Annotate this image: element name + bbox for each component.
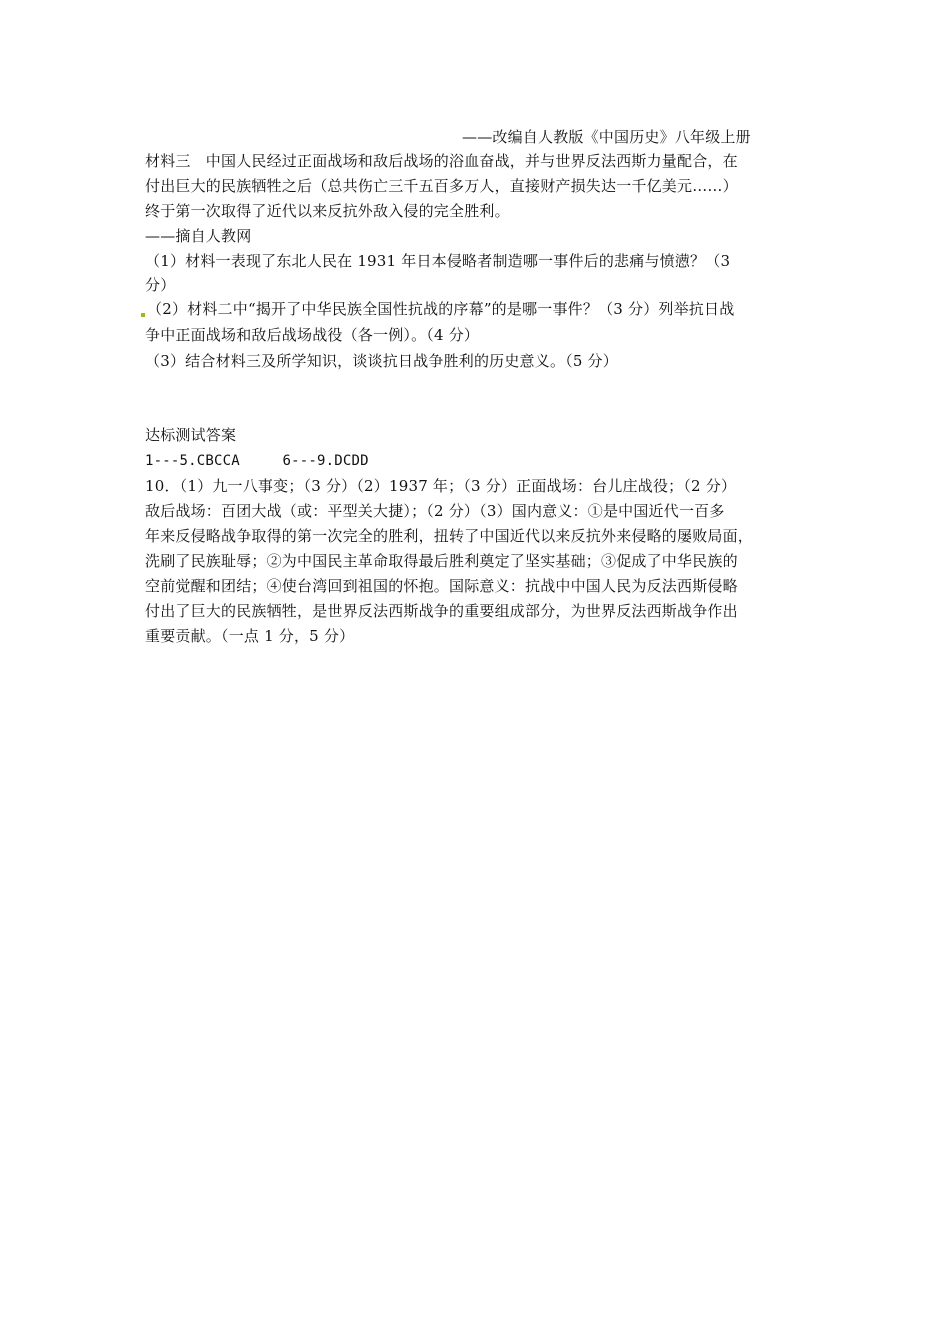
material3-line-3: 终于第一次取得了近代以来反抗外敌入侵的完全胜利。 <box>145 202 510 220</box>
question-1-line-2: 分） <box>145 276 176 294</box>
edit-marker-icon <box>141 313 145 317</box>
answer-10-line-7: 重要贡献。（一点 1 分，5 分） <box>145 627 355 645</box>
question-2-line-1 <box>141 298 821 320</box>
answers-heading: 达标测试答案 <box>145 426 237 444</box>
answer-10-line-1: 10．（1）九一八事变；（3 分）（2）1937 年；（3 分）正面战场：台儿庄战役；（2 分） <box>145 477 737 495</box>
material3-line-1: 材料三 中国人民经过正面战场和敌后战场的浴血奋战，并与世界反法西斯力量配合，在 <box>145 152 738 170</box>
answer-10-line-4: 洗刷了民族耻辱；②为中国民主革命取得最后胜利奠定了坚实基础；③促成了中华民族的 <box>145 552 738 570</box>
answer-10-line-6: 付出了巨大的民族牺牲，是世界反法西斯战争的重要组成部分，为世界反法西斯战争作出 <box>145 602 738 620</box>
material2-source: ——改编自人教版《中国历史》八年级上册 <box>462 128 751 146</box>
question-2-line-2: 争中正面战场和敌后战场战役（各一例）。（4 分） <box>145 326 480 344</box>
question-1-line-1: （1）材料一表现了东北人民在 1931 年日本侵略者制造哪一事件后的悲痛与愤懑？（3 <box>145 252 731 270</box>
answer-10-line-3: 年来反侵略战争取得的第一次完全的胜利，扭转了中国近代以来反抗外来侵略的屡败局面， <box>145 527 754 545</box>
answer-10-line-2: 敌后战场：百团大战（或：平型关大捷）；（2 分）（3）国内意义：①是中国近代一百多 <box>145 502 725 520</box>
material3-line-2: 付出巨大的民族牺牲之后（总共伤亡三千五百多万人，直接财产损失达一千亿美元……） <box>145 177 738 195</box>
material3-source: ——摘自人教网 <box>145 227 252 245</box>
question-2-text-1: （2）材料二中“揭开了中华民族全国性抗战的序幕”的是哪一事件？（3 分）列举抗日战 <box>147 300 735 318</box>
answer-10-line-5: 空前觉醒和团结；④使台湾回到祖国的怀抱。国际意义：抗战中中国人民为反法西斯侵略 <box>145 577 738 595</box>
answers-multiple-choice: 1---5.CBCCA 6---9.DCDD <box>145 453 369 469</box>
question-3: （3）结合材料三及所学知识，谈谈抗日战争胜利的历史意义。（5 分） <box>145 352 618 370</box>
